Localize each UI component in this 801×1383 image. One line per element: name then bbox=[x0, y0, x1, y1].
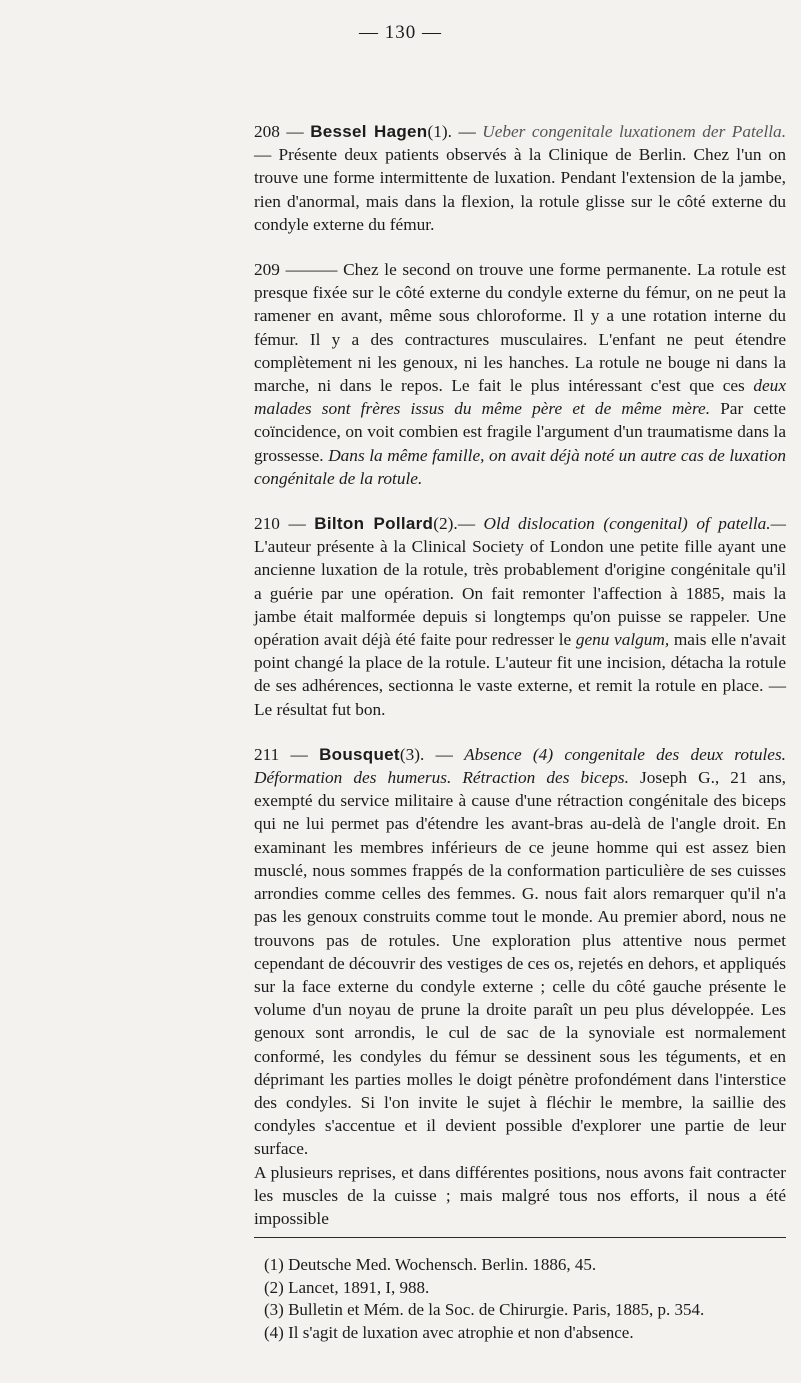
entry-paragraph bbox=[254, 743, 786, 1161]
footnote-rule bbox=[254, 1237, 786, 1238]
entry-paragraph: 208 — Bessel Hagen(1). — Ueber congenitale luxationem der Patella. — Présente deux patients observés à la Clinique de Berlin. Chez l'un on trouve une forme intermittente de luxation. Pendant l'extension de la jambe, rien d'anormal, mais dans la flexion, la rotule glisse sur le côté externe du condyle externe du fémur. bbox=[254, 122, 787, 234]
entry-number: 208 — bbox=[254, 122, 304, 141]
entry-paragraph bbox=[254, 1161, 786, 1231]
entry-author: Bilton Pollard bbox=[314, 514, 434, 534]
footnote: (4) Il s'agit de luxation avec atrophie et non d'absence. bbox=[264, 1322, 634, 1342]
entry-208 bbox=[254, 120, 786, 236]
entry-text-italic: deux malades sont frères issus du même père et de même mère. bbox=[254, 376, 786, 419]
entry-ref: (1). bbox=[427, 122, 452, 141]
entry-term: genu valgum, bbox=[575, 630, 670, 650]
entry-text-italic: Dans la même famille, on avait déjà noté un autre cas de luxation congénitale de la rotule. bbox=[254, 445, 786, 488]
entry-dash: ——— bbox=[285, 260, 338, 280]
entry-text: Présente deux patients observés à la Clinique de Berlin. Chez l'un on trouve une forme intermittente de luxation. Pendant l'extension de la jambe, rien d'anormal, mais dans la flexion, la rotule glisse sur le côté externe du condyle externe du fémur. bbox=[254, 145, 786, 234]
entry-text: Joseph G., 21 ans, exempté du service militaire à cause d'une rétraction congénitale des biceps qui ne lui permet pas d'étendre les avant-bras au-delà de l'angle droit. En examinant les membres inférieurs de ce jeune homme qui est assez bien musclé, nous sommes frappés de la conformation particulière de ses cuisses arrondies comme celles des femmes. G. nous fait alors remarquer qu'il n'a pas les genoux construits comme tout le monde. Au premier abord, nous ne trouvons pas de rotules. Une exploration plus attentive nous permet cependant de découvrir des vestiges de ces os, rejetés en dehors, et appliqués sur la face externe du condyle externe ; celle du côté gauche présente le volume d'un noyau de prune la droite paraît un peu plus développée. Les genoux sont arrondis, le cul de sac de la synoviale est normalement conformé, les condyles du fémur se dessinent sous les téguments, et en déprimant les parties molles le doigt pénètre profondément dans l'interstice des condyles. Si l'on invite le sujet à fléchir le membre, la saillie des condyles s'accentue et il devient possible d'explorer une partie de leur surface. bbox=[254, 768, 786, 1159]
entry-number: 210 — bbox=[254, 514, 306, 534]
entry-paragraph bbox=[254, 258, 786, 490]
entry-ref: (2).— bbox=[433, 514, 475, 534]
entry-210 bbox=[254, 512, 786, 721]
entry-title: Ueber congenitale luxationem der Patella. bbox=[482, 122, 787, 141]
entry-number: 211 — bbox=[254, 744, 308, 764]
entry-text: Chez le second on trouve une forme permanente. La rotule est presque fixée sur le côté externe du condyle externe du fémur, on ne peut la ramener en avant, même sous chloroforme. Il y a une rotation interne du fémur. Il y a des contractures musculaires. L'enfant ne peut étendre complètement ni les genoux, ni les hanches. La rotule ne bouge ni dans la marche, ni dans le repos. Le fait le plus intéressant c'est que ces bbox=[254, 260, 786, 396]
entry-title: Old dislocation (congenital) of patella.— bbox=[483, 514, 786, 534]
entry-text: A plusieurs reprises, et dans différentes positions, nous avons fait contracter les muscles de la cuisse ; mais malgré tous nos efforts, il nous a été impossible bbox=[254, 1162, 786, 1228]
main-text bbox=[254, 120, 786, 1252]
entry-title: Absence (4) congenitale des deux rotules. Déformation des humerus. Rétraction des biceps. bbox=[254, 744, 786, 788]
entry-number: 209 bbox=[254, 260, 280, 280]
entry-209 bbox=[254, 258, 786, 490]
entry-211 bbox=[254, 743, 786, 1230]
footnote: (3) Bulletin et Mém. de la Soc. de Chirurgie. Paris, 1885, p. 354. bbox=[264, 1300, 705, 1319]
entry-text: L'auteur présente à la Clinical Society of London une petite fille ayant une ancienne luxation de la rotule, très probablement d'origine congénitale qu'il a guérie par une opération. On fait remonter l'affection à 1885, mais la jambe était malformée depuis si longtemps qu'on puisse se rappeler. Une opération avait déjà été faite pour redresser le bbox=[254, 537, 786, 650]
entry-author: Bousquet bbox=[319, 744, 400, 764]
entry-author: Bessel Hagen bbox=[310, 122, 428, 141]
footnote: (1) Deutsche Med. Wochensch. Berlin. 1886, 45. bbox=[264, 1255, 597, 1274]
entry-paragraph bbox=[254, 512, 786, 721]
entry-text: Par cette coïncidence, on voit combien est fragile l'argument d'un traumatisme dans la grossesse. bbox=[254, 399, 786, 465]
entry-ref: (3). — bbox=[399, 744, 453, 764]
footnotes bbox=[264, 1254, 784, 1344]
entry-text: mais elle n'avait point changé la place de la rotule. L'auteur fit une incision, détacha la rotule de ses adhérences, sectionna le vaste externe, et remit la rotule en place. — Le résultat fut bon. bbox=[254, 630, 786, 719]
footnote: (2) Lancet, 1891, I, 988. bbox=[264, 1277, 430, 1297]
page-number: — 130 — bbox=[359, 22, 442, 43]
